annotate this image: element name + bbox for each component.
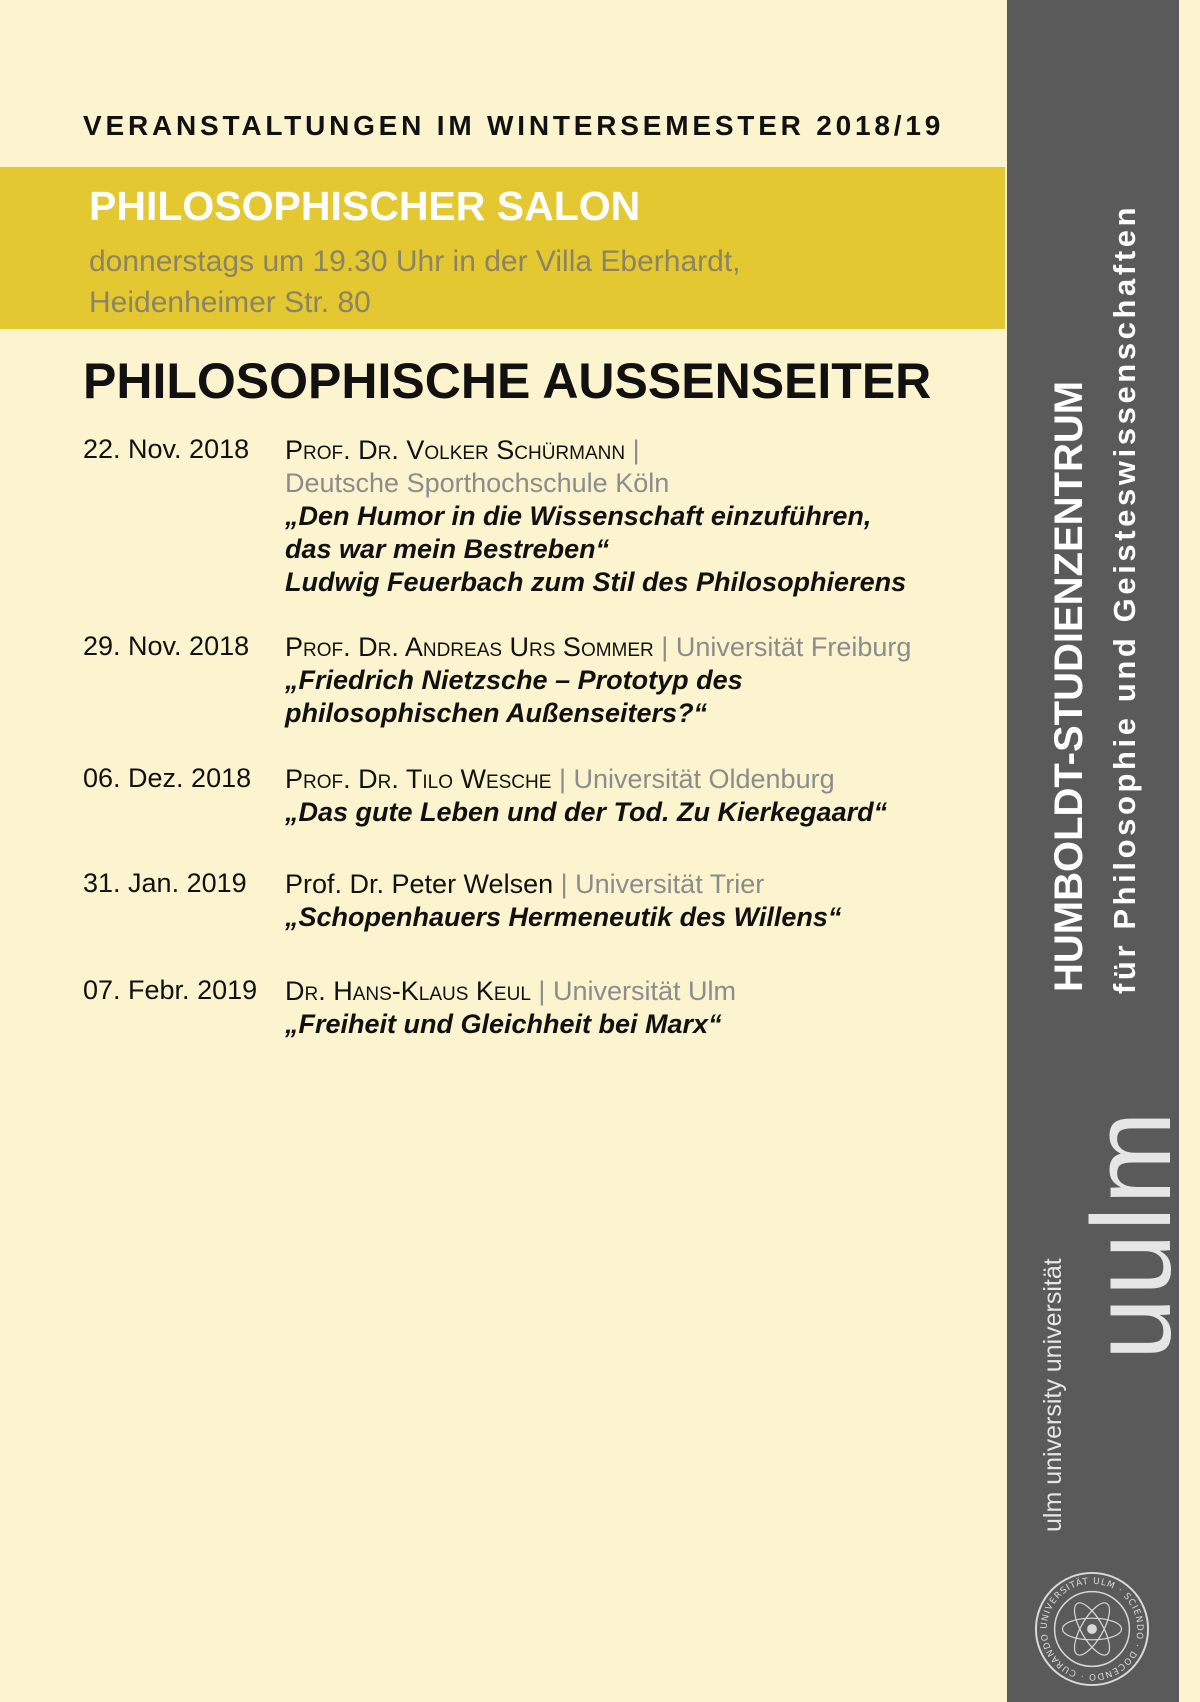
event-speaker: Prof. Dr. Peter Welsen xyxy=(285,869,554,899)
event-speaker-line xyxy=(285,631,1005,664)
salon-location-line-1: donnerstags um 19.30 Uhr in der Villa Eberhardt, xyxy=(89,245,741,278)
talk-line: „Freiheit und Gleichheit bei Marx“ xyxy=(285,1009,722,1039)
event-institution: Universität Oldenburg xyxy=(573,764,835,794)
separator: | xyxy=(560,869,568,899)
event-details xyxy=(285,975,1005,1041)
separator: | xyxy=(661,632,669,662)
event-talk-title xyxy=(285,1008,1005,1041)
salon-location-line-2: Heidenheimer Str. 80 xyxy=(89,286,371,319)
university-name: ulm university universität xyxy=(1039,1258,1067,1532)
talk-line: „Den Humor in die Wissenschaft einzuführen, xyxy=(285,501,872,531)
salon-banner xyxy=(0,167,1005,329)
event-details xyxy=(285,631,1005,730)
event-talk-title xyxy=(285,664,1005,730)
event-speaker-line xyxy=(285,975,1005,1008)
event-speaker: Dr. Hans-Klaus Keul xyxy=(285,976,531,1006)
event-date: 06. Dez. 2018 xyxy=(83,763,252,793)
sidebar xyxy=(1007,0,1194,1702)
event-details xyxy=(285,868,1005,934)
talk-line: „Schopenhauers Hermeneutik des Willens“ xyxy=(285,902,842,932)
separator: | xyxy=(538,976,546,1006)
event-talk-title xyxy=(285,500,1005,599)
event-institution: Deutsche Sporthochschule Köln xyxy=(285,468,670,498)
talk-line: das war mein Bestreben“ xyxy=(285,534,610,564)
event-speaker-line xyxy=(285,434,1005,467)
event-speaker: Prof. Dr. Volker Schürmann xyxy=(285,435,626,465)
event-details xyxy=(285,763,1005,829)
event-institution: Universität Trier xyxy=(575,869,765,899)
center-name: HUMBOLDT-STUDIENZENTRUM xyxy=(1047,380,1091,992)
event-speaker: Prof. Dr. Tilo Wesche xyxy=(285,764,552,794)
event-details xyxy=(285,434,1005,599)
separator: | xyxy=(632,435,640,465)
event-speaker: Prof. Dr. Andreas Urs Sommer xyxy=(285,632,654,662)
center-subtitle: für Philosophie und Geisteswissenschaften xyxy=(1107,203,1142,994)
event-date: 29. Nov. 2018 xyxy=(83,631,250,661)
talk-line: „Friedrich Nietzsche – Prototyp des xyxy=(285,665,743,695)
semester-heading: VERANSTALTUNGEN IM WINTERSEMESTER 2018/19 xyxy=(83,110,945,141)
salon-title: PHILOSOPHISCHER SALON xyxy=(89,183,641,229)
seal-text: UNIVERSITÄT ULM · SCIENDO · DOCENDO · CURANDO xyxy=(1039,1576,1145,1682)
event-talk-title xyxy=(285,901,1005,934)
salon-location xyxy=(89,241,949,323)
event-speaker-line xyxy=(285,763,1005,796)
event-institution: Universität Ulm xyxy=(552,976,736,1006)
event-talk-title xyxy=(285,796,1005,829)
event-date: 22. Nov. 2018 xyxy=(83,434,250,464)
event-date: 31. Jan. 2019 xyxy=(83,868,247,898)
separator: | xyxy=(558,764,566,794)
series-title: PHILOSOPHISCHE AUSSENSEITER xyxy=(83,353,932,409)
uulm-logo: uulm xyxy=(1069,1109,1194,1360)
talk-line: philosophischen Außenseiters?“ xyxy=(285,698,708,728)
event-date: 07. Febr. 2019 xyxy=(83,975,258,1005)
talk-line: „Das gute Leben und der Tod. Zu Kierkegaard“ xyxy=(285,797,888,827)
event-speaker-line xyxy=(285,868,1005,901)
university-seal-icon xyxy=(1033,1570,1151,1688)
talk-line: Ludwig Feuerbach zum Stil des Philosophierens xyxy=(285,567,907,597)
event-institution: Universität Freiburg xyxy=(675,632,912,662)
